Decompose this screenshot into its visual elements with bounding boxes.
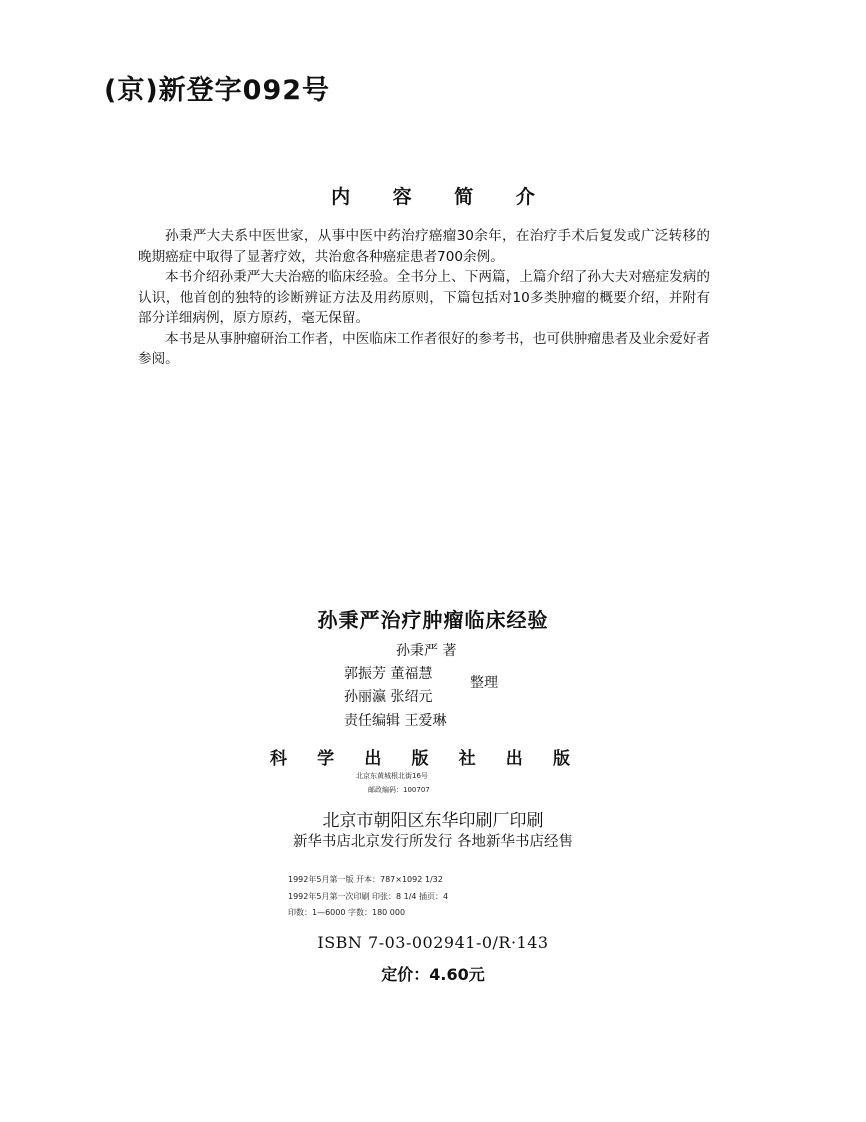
- isbn: ISBN 7-03-002941-0/R·143: [317, 933, 549, 952]
- publisher-char: 学: [317, 749, 335, 769]
- synopsis-heading: 内 容 简 介: [331, 186, 553, 208]
- publisher-char: 科: [270, 749, 287, 769]
- publisher-char: 出: [364, 749, 382, 769]
- publisher-line: [270, 744, 570, 769]
- print-detail-line: 印数：1—6000 字数：180 000: [288, 908, 406, 917]
- publisher-char: 版: [552, 749, 570, 769]
- author-line: 孙秉严 著: [396, 643, 457, 659]
- price: 定价：4.60元: [381, 965, 485, 984]
- printer-line: 北京市朝阳区东华印刷厂印刷: [322, 811, 544, 831]
- synopsis-paragraph: 本书介绍孙秉严大夫治癌的临床经验。全书分上、下两篇，上篇介绍了孙大夫对癌症发病的认识，他首创的独特的诊断辨证方法及用药原则，下篇包括对10多类肿瘤的概要介绍，并附有部分详细病例，原方原药，毫无保留。: [138, 269, 710, 326]
- registration-number: (京)新登字092号: [104, 75, 331, 106]
- publisher-address: 北京东黄城根北街16号: [356, 772, 428, 780]
- synopsis-body: [138, 226, 710, 370]
- publisher-char: 版: [411, 749, 429, 769]
- distribution-line: 新华书店北京发行所发行 各地新华书店经售: [292, 834, 574, 850]
- synopsis-paragraph: 本书是从事肿瘤研治工作者，中医临床工作者很好的参考书，也可供肿瘤患者及业余爱好者参阅。: [138, 330, 710, 367]
- publisher-char: 出: [505, 749, 523, 769]
- publisher-postcode: 邮政编码：100707: [368, 786, 430, 794]
- print-detail-line: 1992年5月第一次印刷 印张：8 1/4 插页：4: [288, 892, 449, 901]
- publisher-char: 社: [458, 749, 476, 769]
- editors-role: 整理: [470, 675, 498, 691]
- synopsis-paragraph: 孙秉严大夫系中医世家，从事中医中药治疗癌瘤30余年，在治疗手术后复发或广泛转移的晚期癌症中取得了显著疗效，共治愈各种癌症患者700余例。: [138, 228, 710, 265]
- editors-line-2: 孙丽瀛 张绍元: [344, 689, 433, 705]
- book-title: 孙秉严治疗肿瘤临床经验: [317, 608, 549, 632]
- responsible-editor: 责任编辑 王爱琳: [344, 713, 447, 729]
- print-detail-line: 1992年5月第一版 开本：787×1092 1/32: [288, 875, 443, 884]
- editors-line-1: 郭振芳 董福慧: [344, 666, 433, 682]
